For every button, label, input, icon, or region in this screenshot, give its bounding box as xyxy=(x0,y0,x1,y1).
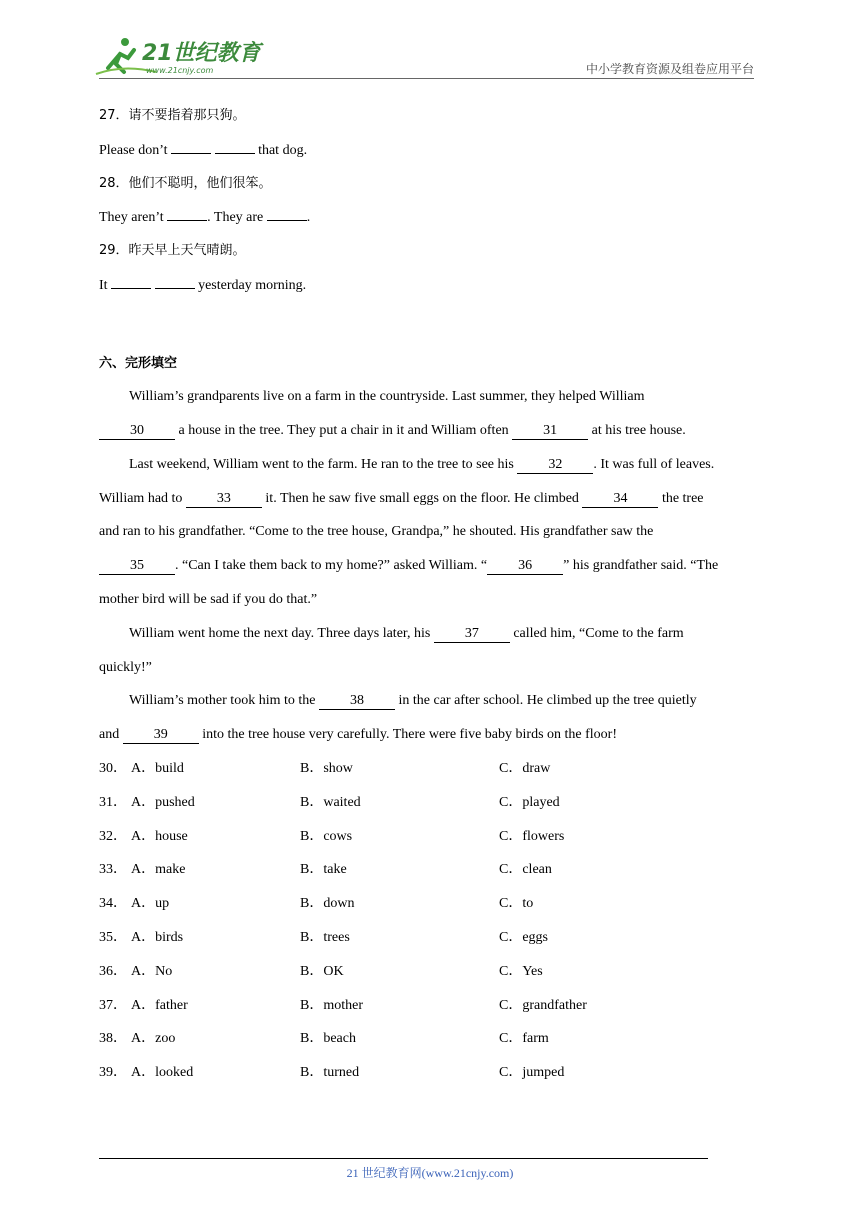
option-number: 30． xyxy=(99,761,127,776)
passage-line: quickly!” xyxy=(99,660,152,675)
option-number: 36． xyxy=(99,963,127,979)
option-choice-c[interactable]: C．played xyxy=(499,794,560,810)
blank-35[interactable]: 35 xyxy=(99,558,175,575)
option-choice-a[interactable]: A．looked xyxy=(131,1065,194,1081)
option-choice-c[interactable]: C．farm xyxy=(499,1031,549,1047)
option-number: 37． xyxy=(99,997,127,1013)
header-platform-text: 中小学教育资源及组卷应用平台 xyxy=(585,62,754,76)
option-number: 35． xyxy=(99,930,127,945)
option-choice-b[interactable]: B．mother xyxy=(300,997,363,1013)
passage-line: and ran to his grandfather. “Come to the tree house, Grandpa,” he shouted. His grandfather saw the xyxy=(99,524,654,539)
option-choice-c[interactable]: C．clean xyxy=(499,862,552,878)
blank[interactable] xyxy=(267,207,307,221)
option-choice-b[interactable]: B．take xyxy=(300,862,347,878)
passage-line: William’s mother took him to the 38 in the car after school. He climbed up the tree quietly xyxy=(129,693,697,708)
option-number: 33． xyxy=(99,862,127,878)
option-choice-b[interactable]: B．beach xyxy=(300,1031,356,1047)
option-choice-c[interactable]: C．to xyxy=(499,896,534,912)
footer-divider xyxy=(99,1158,708,1159)
option-number: 38． xyxy=(99,1031,127,1047)
question-28-en: They aren’t . They are . xyxy=(99,207,310,228)
option-choice-c[interactable]: C．jumped xyxy=(499,1065,565,1081)
blank-39[interactable]: 39 xyxy=(123,727,199,744)
option-choice-b[interactable]: B．show xyxy=(300,761,353,776)
option-choice-b[interactable]: B．down xyxy=(300,896,355,912)
blank[interactable] xyxy=(155,275,195,289)
passage-line: and 39 into the tree house very carefully. There were five baby birds on the floor! xyxy=(99,727,618,742)
blank[interactable] xyxy=(111,275,151,289)
option-choice-c[interactable]: C．grandfather xyxy=(499,997,587,1013)
blank[interactable] xyxy=(171,140,211,154)
option-number: 32． xyxy=(99,828,127,844)
passage-line: 30 a house in the tree. They put a chair in it and William often 31 at his tree house. xyxy=(99,421,686,441)
option-choice-a[interactable]: A．up xyxy=(131,896,170,912)
question-29-cn: 29．昨天早上天气晴朗。 xyxy=(99,243,246,258)
option-choice-c[interactable]: C．draw xyxy=(499,761,551,776)
option-choice-a[interactable]: A．house xyxy=(131,828,188,844)
question-28-cn: 28．他们不聪明，他们很笨。 xyxy=(99,176,272,191)
option-choice-a[interactable]: A．pushed xyxy=(131,794,195,810)
passage-line: mother bird will be sad if you do that.” xyxy=(99,592,318,607)
blank-30[interactable]: 30 xyxy=(99,423,175,440)
passage-line: 35 . “Can I take them back to my home?” asked William. “ 36 ” his grandfather said. “The xyxy=(99,556,718,576)
option-number: 39． xyxy=(99,1065,127,1081)
option-choice-b[interactable]: B．cows xyxy=(300,828,353,844)
passage-line: William had to 33 it. Then he saw five small eggs on the floor. He climbed 34 the tree xyxy=(99,491,704,506)
question-27-cn: 27．请不要指着那只狗。 xyxy=(99,108,246,123)
option-choice-b[interactable]: B．turned xyxy=(300,1065,360,1081)
question-29-en: It yesterday morning. xyxy=(99,275,306,296)
question-27-en: Please don’t that dog. xyxy=(99,140,307,161)
blank-33[interactable]: 33 xyxy=(186,491,262,508)
blank-38[interactable]: 38 xyxy=(319,693,395,710)
option-choice-c[interactable]: C．Yes xyxy=(499,963,543,979)
option-choice-a[interactable]: A．make xyxy=(131,862,186,878)
option-choice-b[interactable]: B．waited xyxy=(300,794,361,810)
option-choice-a[interactable]: A．zoo xyxy=(131,1031,176,1047)
site-logo xyxy=(94,34,264,80)
blank[interactable] xyxy=(167,207,207,221)
option-number: 31． xyxy=(99,794,127,810)
option-choice-a[interactable]: A．father xyxy=(131,997,188,1013)
option-choice-a[interactable]: A．build xyxy=(131,761,184,776)
header-divider xyxy=(99,78,754,79)
section-title: 六、完形填空 xyxy=(99,356,178,371)
option-choice-c[interactable]: C．flowers xyxy=(499,828,565,844)
blank-32[interactable]: 32 xyxy=(517,457,593,474)
passage-line: Last weekend, William went to the farm. He ran to the tree to see his 32 . It was full of leaves. xyxy=(129,457,715,472)
option-choice-b[interactable]: B．OK xyxy=(300,963,344,979)
option-choice-a[interactable]: A．birds xyxy=(131,930,184,945)
svg-text:www.21cnjy.com: www.21cnjy.com xyxy=(146,66,214,75)
blank-36[interactable]: 36 xyxy=(487,558,563,575)
option-choice-b[interactable]: B．trees xyxy=(300,930,350,945)
option-choice-c[interactable]: C．eggs xyxy=(499,930,548,945)
svg-text:21世纪教育: 21世纪教育 xyxy=(142,41,261,66)
passage-line: William’s grandparents live on a farm in the countryside. Last summer, they helped William xyxy=(129,389,645,404)
option-number: 34． xyxy=(99,896,127,912)
option-choice-a[interactable]: A．No xyxy=(131,963,173,979)
footer-text: 21 世纪教育网(www.21cnjy.com) xyxy=(346,1166,514,1180)
blank-34[interactable]: 34 xyxy=(582,491,658,508)
blank[interactable] xyxy=(215,140,255,154)
blank-37[interactable]: 37 xyxy=(434,626,510,643)
blank-31[interactable]: 31 xyxy=(512,423,588,440)
passage-line: William went home the next day. Three days later, his 37 called him, “Come to the farm xyxy=(129,626,684,641)
